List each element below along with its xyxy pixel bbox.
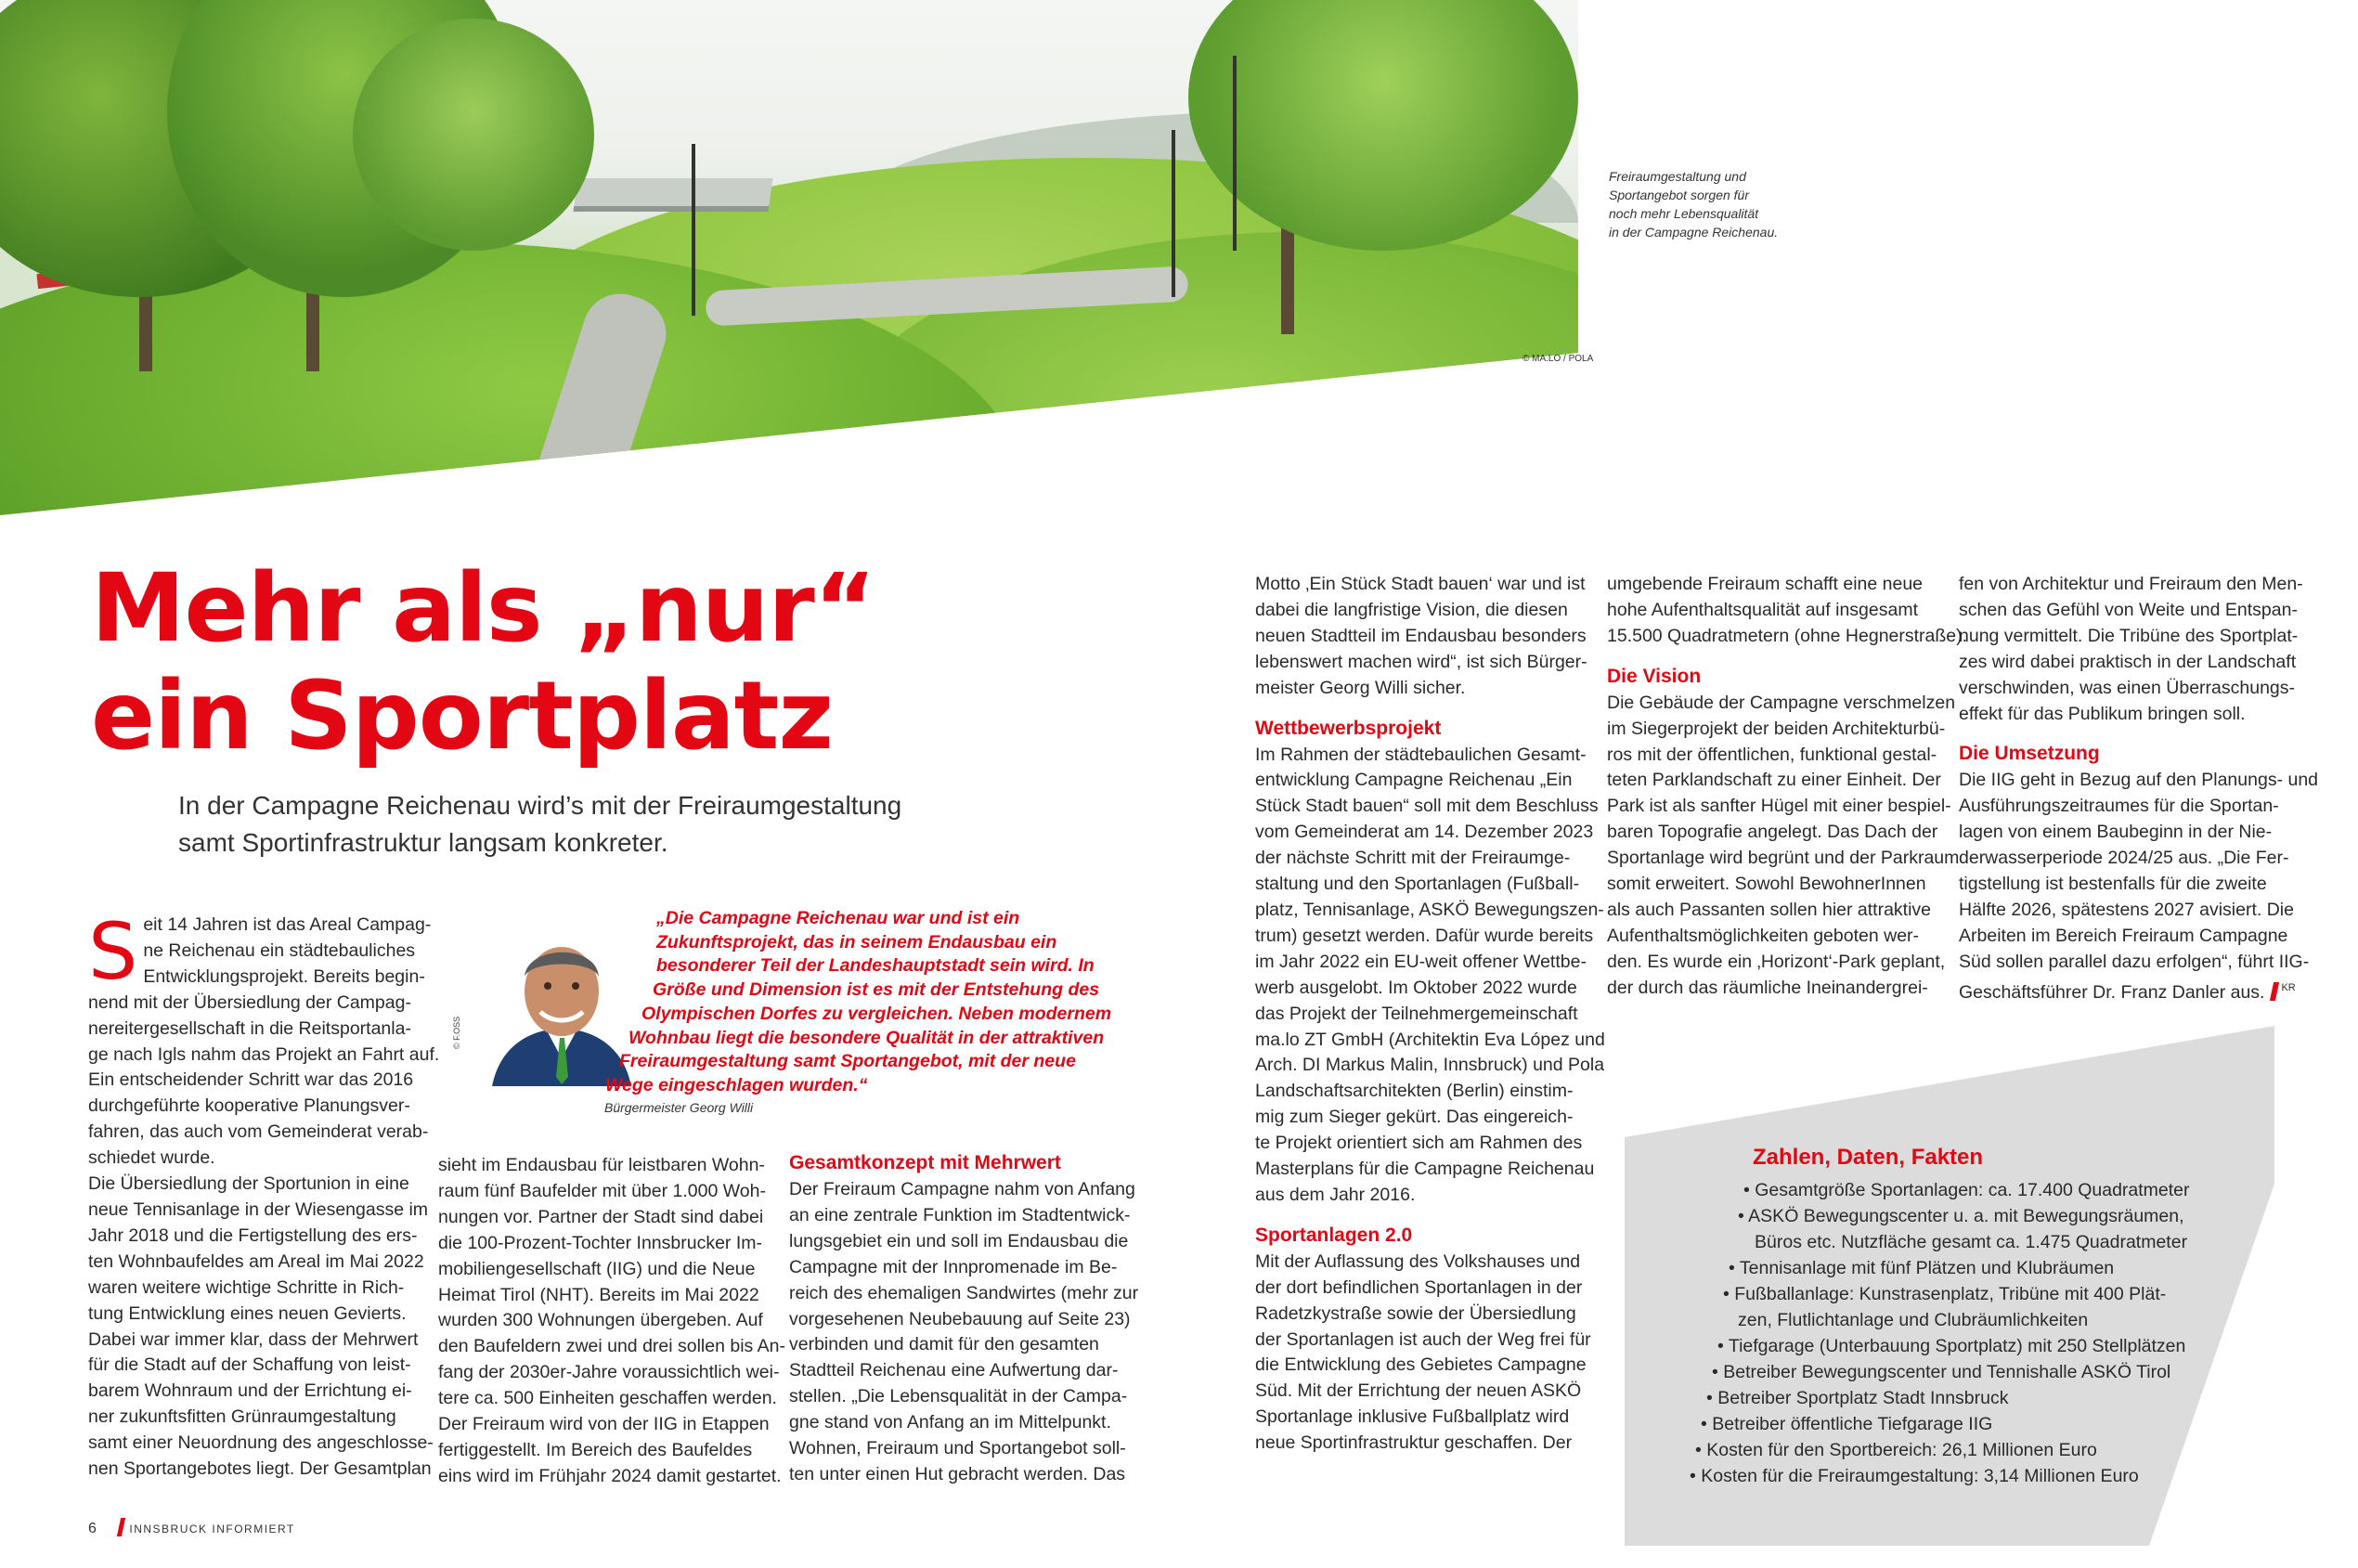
hero-credit: © MA.LO / POLA: [1522, 354, 1594, 364]
publication-name: INNSBRUCK INFORMIERT: [129, 1523, 295, 1536]
brand-slash-icon: [117, 1518, 125, 1536]
column-5: umgebende Freiraum schafft eine neue hohe Aufenthaltsqualität auf insgesamt 15.500 Quadratmetern (ohne Hegnerstraße). Die Vision Die Gebäude der Campagne verschmelzen im Siegerprojekt der beiden Architekturbü- ros mit der öffentlichen, funktional gestal- teten Parklandschaft zu einer Einheit. Der Park ist als sanfter Hügel mit einer bespiel- baren Topografie angelegt. Das Dach der Sportanlage wird begrünt und der Parkraum somit erweitert. Sowohl BewohnerInnen als auch Passanten sollen hier attraktive Aufenthaltsmöglichkeiten geboten wer- den. Es wurde ein ‚Horizont‘-Park geplant, der durch das räumliche Ineinandergrei-: [1607, 574, 1968, 998]
hero-caption: Freiraumgestaltung und Sportangebot sorgen für noch mehr Lebensqualität in der Campagne Reichenau.: [1609, 169, 1779, 240]
lead-text: In der Campagne Reichenau wird’s mit der Freiraumgestaltung samt Sportinfrastruktur langsam konkreter.: [178, 791, 902, 857]
section-heading: Sportanlagen 2.0: [1255, 1224, 1413, 1246]
headline-line: Mehr als „nur“: [91, 553, 875, 664]
fact-item: • Tennisanlage mit fünf Plätzen und Klubräumen: [1729, 1258, 2115, 1278]
fact-item: Büros etc. Nutzfläche gesamt ca. 1.475 Quadratmeter: [1755, 1232, 2188, 1252]
column-2: sieht im Endausbau für leistbaren Wohn- raum fünf Baufelder mit über 1.000 Woh- nungen vor. Partner der Stadt sind dabei die 100-Prozent-Tochter Innsbrucker Im- mobiliengesellschaft (IIG) und die Neue Heimat Tirol (NHT). Bereits im Mai 2022 wurden 300 Wohnungen übergeben. Auf den Baufeldern zwei und drei sollen bis An- fang der 2030er-Jahre voraussichtlich wei- tere ca. 500 Einheiten geschaffen werden. Der Freiraum wird von der IIG in Etappen fertiggestellt. Im Bereich des Baufeldes eins wird im Frühjahr 2024 damit gestartet.: [438, 1155, 785, 1486]
fact-item: • Tiefgarage (Unterbauung Sportplatz) mit 250 Stellplätzen: [1717, 1336, 2186, 1356]
hero-illustration: [0, 0, 1578, 520]
fact-item: • Kosten für die Freiraumgestaltung: 3,14 Millionen Euro: [1690, 1466, 2139, 1486]
section-heading: Gesamtkonzept mit Mehrwert: [789, 1152, 1061, 1173]
author-tag: KR: [2281, 981, 2296, 993]
fact-item: • Gesamtgröße Sportanlagen: ca. 17.400 Quadratmeter: [1743, 1180, 2190, 1200]
fact-item: • Betreiber öffentliche Tiefgarage IIG: [1701, 1414, 1993, 1434]
dropcap: S: [88, 906, 138, 997]
factbox-heading: Zahlen, Daten, Fakten: [1753, 1145, 1984, 1170]
fact-item: • Fußballanlage: Kunstrasenplatz, Tribüne mit 400 Plät-: [1723, 1284, 2167, 1304]
fact-item: • Kosten für den Sportbereich: 26,1 Millionen Euro: [1695, 1440, 2097, 1460]
section-heading: Die Umsetzung: [1959, 743, 2100, 765]
quote-author: Bürgermeister Georg Willi: [604, 1100, 754, 1115]
page-footer: [88, 1518, 295, 1537]
section-heading: Die Vision: [1607, 665, 1702, 687]
column-1: S eit 14 Jahren ist das Areal Campag- ne Reichenau ein städtebauliches Entwicklungsprojekt. Bereits begin- nend mit der Übersiedlung der Campag- nereitergesellschaft in die Reitsportanla- ge nach Igls nahm das Projekt an Fahrt auf. Ein entscheidender Schritt war das 2016 durchgeführte kooperative Planungsver- fahren, das auch vom Gemeinderat verab- schiedet wurde. Die Übersiedlung der Sportunion in eine neue Tennisanlage in der Wiesengasse im Jahr 2018 und die Fertigstellung des ers- ten Wohnbaufeldes am Areal im Mai 2022 waren weitere wichtige Schritte in Rich- tung Entwicklung eines neuen Gevierts. Dabei war immer klar, dass der Mehrwert für die Stadt auf der Schaffung von leist- barem Wohnraum und der Errichtung ei- ner zukunftsfitten Grünraumgestaltung samt einer Neuordnung des angeschlosse- nen Sportangebotes liegt. Der Gesamtplan: [88, 906, 440, 1480]
headline: [91, 555, 1205, 771]
headline-line: ein Sportplatz: [91, 661, 833, 771]
photo-credit: © F.OSS: [452, 1016, 461, 1049]
fact-item: zen, Flutlichtanlage und Clubräumlichkeiten: [1738, 1310, 2089, 1330]
section-heading: Wettbewerbsprojekt: [1255, 717, 1442, 739]
fact-item: • Betreiber Bewegungscenter und Tennishalle ASKÖ Tirol: [1712, 1362, 2171, 1382]
column-4: Motto ‚Ein Stück Stadt bauen‘ war und ist dabei die langfristige Vision, die diesen neuen Stadtteil im Endausbau besonders lebenswert machen wird“, ist sich Bürger- meister Georg Willi sicher. Wettbewerbsprojekt Im Rahmen der städtebaulichen Gesamt- entwicklung Campagne Reichenau „Ein Stück Stadt bauen“ soll mit dem Beschluss vom Gemeinderat am 14. Dezember 2023 der nächste Schritt mit der Freiraumge- staltung und den Sportanlagen (Fußball- platz, Tennisanlage, ASKÖ Bewegungszen- trum) gesetzt werden. Dafür wurde bereits im Jahr 2022 ein EU-weit offener Wettbe- werb ausgelobt. Im Oktober 2022 wurde das Projekt der Teilnehmergemeinschaft ma.lo ZT GmbH (Architektin Eva López und Arch. DI Markus Malin, Innsbruck) und Pola Landschaftsarchitekten (Berlin) einstim- mig zum Sieger gekürt. Das eingereich- te Projekt orientiert sich am Rahmen des Masterplans für die Campagne Reichenau aus dem Jahr 2016. Sportanlagen 2.0 Mit der Auflassung des Volkshauses und der dort befindlichen Sportanlagen in der Radetzkystraße sowie der Übersiedlung der Sportanlagen ist auch der Weg frei für die Entwicklung des Gebietes Campagne Süd. Mit der Errichtung der neuen ASKÖ Sportanlage inklusive Fußballplatz wird neue Sportinfrastruktur geschaffen. Der: [1255, 574, 1605, 1454]
fact-item: • Betreiber Sportplatz Stadt Innsbruck: [1706, 1388, 2009, 1408]
pull-quote: „Die Campagne Reichenau war und ist ein Zukunftsprojekt, das in seinem Endausbau ein besonderer Teil der Landeshauptstadt sein wird. In Größe und Dimension ist es mit der Entstehung des Olympischen Dorfes zu vergleichen. Neben modernem Wohnbau liegt die besondere Qualität in der attraktiven Freiraumgestaltung samt Sportangebot, mit der neue Wege eingeschlagen wurden.“: [605, 908, 1112, 1095]
page-number: 6: [88, 1521, 97, 1536]
fact-item: • ASKÖ Bewegungscenter u. a. mit Bewegungsräumen,: [1738, 1206, 2184, 1226]
column-6: fen von Architektur und Freiraum den Men- schen das Gefühl von Weite und Entspan- nung vermittelt. Die Tribüne des Sportplat- zes wird dabei praktisch in der Landschaft verschwinden, was einen Überraschungs- effekt für das Publikum bringen soll. Die Umsetzung Die IIG geht in Bezug auf den Planungs- und Ausführungszeitraumes für die Sportan- lagen von einem Baubeginn in der Nie- derwasserperiode 2024/25 aus. „Die Fer- tigstellung ist bestenfalls für die zweite Hälfte 2026, spätestens 2027 avisiert. Die Arbeiten im Bereich Freiraum Campagne Süd sollen parallel dazu erfolgen“, führt IIG- Geschäftsführer Dr. Franz Danler aus. $^{KR}$: [1959, 574, 2319, 1003]
factbox: [1690, 1144, 2190, 1489]
end-mark-icon: [2270, 982, 2279, 1001]
column-3: Gesamtkonzept mit Mehrwert Der Freiraum Campagne nahm von Anfang an eine zentrale Funktion im Stadtentwick- lungsgebiet ein und soll im Endausbau die Campagne mit der Innpromenade im Be- reich des ehemaligen Sandwirtes (mehr zur vorgesehenen Neubebauung auf Seite 23) verbinden und damit für den gesamten Stadtteil Reichenau eine Aufwertung dar- stellen. „Die Lebensqualität in der Campa- gne stand von Anfang an im Mittelpunkt. Wohnen, Freiraum und Sportangebot soll- ten unter einen Hut gebracht werden. Das: [789, 1149, 1114, 1488]
